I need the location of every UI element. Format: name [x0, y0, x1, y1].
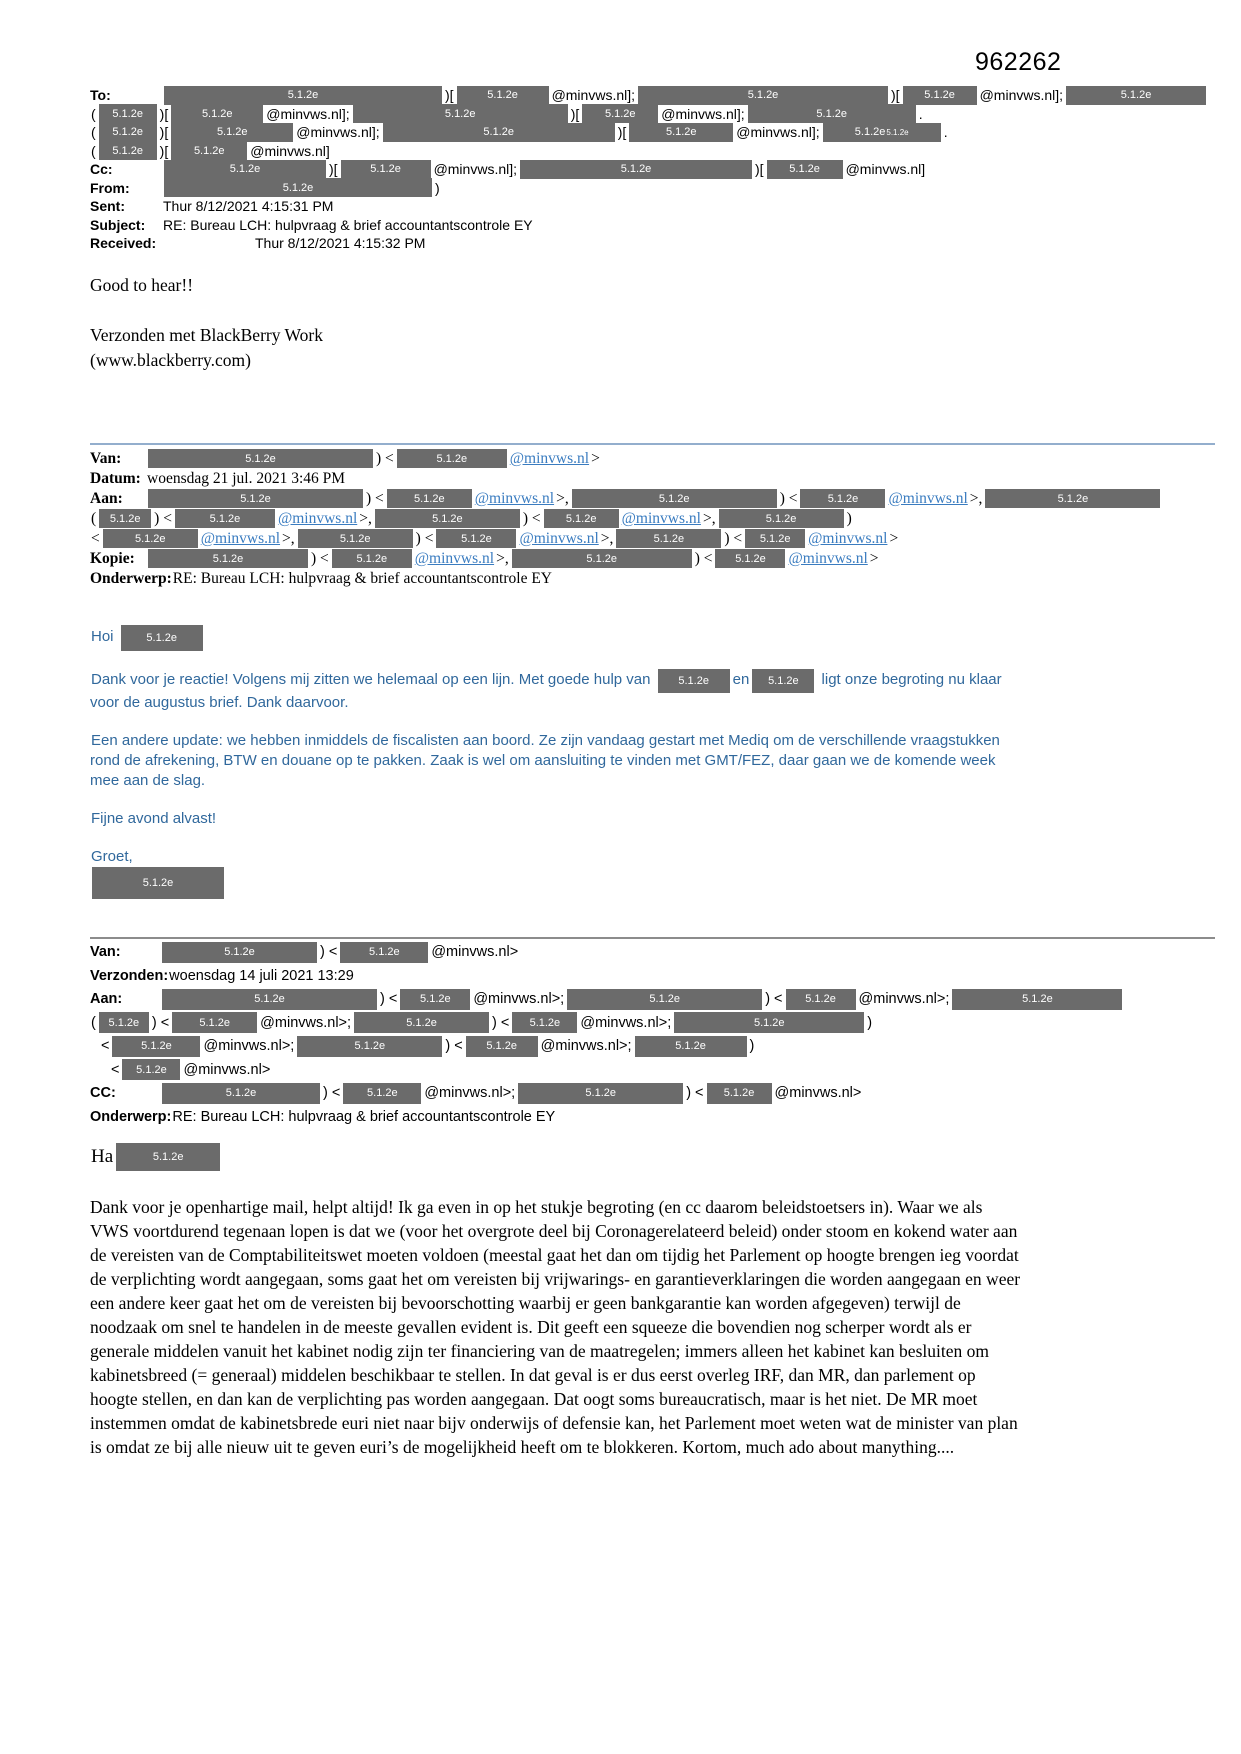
header-row — [90, 509, 1221, 529]
header-field-label: Cc: — [90, 161, 113, 178]
redaction-box: 5.1.2e — [903, 86, 977, 105]
header-row — [90, 86, 1221, 105]
redaction-box: 5.1.2e — [99, 509, 151, 528]
redaction-box: 5.1.2e — [582, 104, 658, 123]
header-row — [90, 1082, 1221, 1106]
email-domain-link: @minvws.nl — [808, 529, 888, 547]
signature-redaction — [90, 867, 1025, 899]
header-field-value — [90, 141, 331, 160]
header-row — [90, 941, 1221, 965]
email3-header — [90, 941, 1221, 1129]
header-text: ) < — [151, 1014, 170, 1031]
header-row — [90, 569, 1221, 589]
email-domain-link: @minvws.nl — [414, 549, 495, 567]
header-text: ) < — [415, 529, 434, 547]
redaction-box: 5.1.2e — [116, 1143, 220, 1171]
header-text: ) < — [376, 449, 394, 467]
redaction-box: 5.1.2e — [99, 104, 157, 123]
header-text: >, — [702, 509, 716, 527]
redaction-box: 5.1.2e — [171, 123, 293, 142]
header-text: @minvws.nl>; — [473, 991, 565, 1008]
header-row — [90, 1011, 1221, 1035]
header-field-label: Subject: — [90, 216, 146, 233]
header-text: ) < — [323, 1085, 341, 1102]
header-field-value — [162, 160, 926, 179]
header-row — [90, 988, 1221, 1012]
redaction-box: 5.1.2e — [1066, 86, 1206, 105]
header-text: > — [591, 449, 600, 467]
header-text: >, — [496, 549, 509, 567]
header-text: )[ — [755, 161, 764, 178]
header-text: . — [918, 105, 923, 122]
header-field-value — [160, 989, 1124, 1010]
email2-body — [90, 625, 1025, 899]
header-text: RE: Bureau LCH: hulpvraag & brief accountantscontrole EY — [172, 1108, 556, 1125]
redaction-box: 5.1.2e — [103, 529, 198, 548]
redaction-box: 5.1.2e — [572, 489, 777, 508]
header-row — [90, 449, 1221, 469]
redaction-box: 5.1.2e — [387, 489, 472, 508]
greeting-line — [90, 1143, 1025, 1171]
header-text: ( — [91, 105, 96, 122]
header-text: @minvws.nl>; — [540, 1038, 632, 1055]
header-field-value — [146, 449, 601, 468]
body-line-blank — [90, 298, 1025, 323]
header-text: RE: Bureau LCH: hulpvraag & brief accountantscontrole EY — [163, 216, 533, 233]
header-field-label: Verzonden: — [90, 967, 169, 984]
header-text: )[ — [570, 105, 580, 122]
redaction-box: 5.1.2e — [343, 1083, 421, 1104]
header-row — [90, 216, 1221, 235]
greeting-line — [90, 625, 1025, 651]
header-field-value — [162, 235, 426, 251]
header-text: en — [732, 671, 750, 689]
redaction-box: 5.1.2e — [985, 489, 1160, 508]
redaction-box: 5.1.2e — [512, 549, 692, 568]
redaction-box: 5.1.2e — [341, 160, 431, 179]
header-field-value — [90, 104, 924, 123]
header-field-label: Datum: — [90, 469, 141, 487]
header-text: ) — [435, 179, 440, 196]
header-field-label: Sent: — [90, 198, 125, 215]
header-text: )[ — [159, 105, 169, 122]
header-text: >, — [282, 529, 295, 547]
redaction-box: 5.1.2e — [332, 549, 412, 568]
header-field-value — [90, 509, 853, 528]
header-text: ligt onze begroting nu klaar voor de augustus brief. Dank daarvoor. — [90, 671, 1002, 711]
header-field-value — [168, 968, 355, 984]
header-text: @minvws.nl>; — [203, 1038, 295, 1055]
header-field-value — [172, 570, 553, 588]
header-row — [90, 197, 1221, 216]
email-domain-link: @minvws.nl — [200, 529, 281, 547]
redaction-box: 5.1.2e — [466, 1036, 538, 1057]
body-paragraph — [90, 809, 1025, 829]
email-domain-link: @minvws.nl — [621, 509, 701, 527]
header-text: @minvws.nl>; — [858, 991, 950, 1008]
header-field-label: Kopie: — [90, 549, 135, 567]
redaction-box: 5.1.2e — [512, 1012, 577, 1033]
header-text: ) < — [686, 1085, 704, 1102]
header-row — [90, 234, 1221, 253]
header-text: RE: Bureau LCH: hulpvraag & brief accountantscontrole EY — [172, 569, 553, 587]
header-field-value — [160, 1083, 862, 1104]
redaction-box: 5.1.2e — [175, 509, 275, 528]
header-field-value — [160, 942, 519, 963]
header-text: ) — [867, 1014, 873, 1031]
header-row — [90, 105, 1221, 124]
header-text: ) — [846, 509, 852, 527]
redaction-box: 5.1.2e — [616, 529, 721, 548]
redaction-box: 5.1.2e 5.1.2e — [823, 123, 941, 142]
redaction-box: 5.1.2e — [436, 529, 516, 548]
header-row — [90, 529, 1221, 549]
header-text: Een andere update: we hebben inmiddels de fiscalisten aan boord. Ze zijn vandaag gestart met Mediq om de verschillende vraagstukken rond de afrekening, BTW en douane op te pakken. Zaak is wel om aansluiting te vinden met GMT/FEZ, daar gaan we de komende week mee aan de slag. — [90, 731, 1000, 789]
email-domain-link: @minvws.nl — [474, 489, 555, 507]
doc-number: 962262 — [975, 48, 1062, 76]
redaction-box: 5.1.2e — [148, 489, 363, 508]
header-field-value — [162, 86, 1208, 105]
email-domain-link: @minvws.nl — [519, 529, 599, 547]
redaction-box: 5.1.2e — [148, 549, 308, 568]
redaction-box: 5.1.2e — [629, 123, 733, 142]
redaction-box: 5.1.2e — [121, 625, 203, 651]
header-text: ( — [91, 1014, 96, 1031]
header-field-label: Aan: — [90, 991, 123, 1008]
header-text: < — [101, 1038, 110, 1055]
header-row — [90, 489, 1221, 509]
redaction-box: 5.1.2e — [658, 669, 730, 693]
header-text: @minvws.nl]; — [266, 105, 350, 122]
redaction-box: 5.1.2e — [340, 942, 428, 963]
header-text: @minvws.nl]; — [433, 161, 518, 178]
header-field-value — [146, 549, 880, 568]
header-field-label: Onderwerp: — [90, 1108, 172, 1125]
redaction-box: 5.1.2e — [520, 160, 752, 179]
header-text: @minvws.nl]; — [661, 105, 745, 122]
header-field-label: CC: — [90, 1085, 116, 1102]
header-text: )[ — [159, 124, 169, 141]
header-text: )[ — [445, 87, 454, 104]
header-text: )[ — [159, 142, 169, 159]
email1-header — [90, 86, 1221, 253]
header-text: Thur 8/12/2021 4:15:31 PM — [163, 198, 334, 215]
header-field-label: Van: — [90, 944, 121, 961]
header-field-value — [162, 178, 441, 197]
header-text: ) < — [366, 489, 384, 507]
redaction-box: 5.1.2e — [354, 1012, 489, 1033]
redaction-box: 5.1.2e — [353, 104, 568, 123]
header-field-value — [146, 470, 346, 488]
body-paragraph: Dank voor je openhartige mail, helpt altijd! Ik ga even in op het stukje begroting (en cc daarom beleidstoetsers in). Waar we als VWS voortdurend tegenaan lopen is dat we (voor het overgrote deel bij Coronagerelateerd beleid) onder stoom en kokend water aan de vereisten van de Comptabiliteitswet moeten voldoen (meestal gaat het dan om tijdig het Parlement op hoogte brengen ieg voordat de verplichting wordt aangegaan, soms gaat het om vereisten bij vrijwarings- en garantieverklaringen die worden aangegaan en weer een andere keer gaat het om de vereisten bij bevoorschotting waarbij er geen bankgarantie kan worden afgegeven) terwijl de noodzaak om snel te handelen in de meeste gevallen evident is. Dit geeft een squeeze die bovendien nog scherper wordt als er generale middelen vanuit het kabinet nodig zijn ter financiering van de maatregelen; immers alleen het kabinet kan besluiten om kabinetsbreed (= generaal) middelen beschikbaar te stellen. In dat geval is er dus eerst overleg IRF, dan MR, dan parlement op hoogte stellen, en dan kan de verplichting pas worden aangegaan. Dat oogt soms bureaucratisch, maar is het niet. De MR moet instemmen omdat de kabinetsbrede euri niet naar bijv onderwijs of defensie kan, het Parlement moet weten wat de minister van plan is omdat ze bij alle nieuw uit te geven euri’s de mogelijkheid heeft om te blokkeren. Kortom, much ado about manything.... — [90, 1196, 1021, 1457]
header-field-value — [162, 198, 334, 214]
header-text: @minvws.nl> — [431, 944, 519, 961]
header-text: ) < — [765, 991, 783, 1008]
redaction-box: 5.1.2e — [635, 1036, 747, 1057]
header-text: Hoi — [91, 628, 118, 646]
redaction-box: 5.1.2e — [171, 104, 263, 123]
header-text: ) < — [522, 509, 541, 527]
header-text: ) < — [311, 549, 329, 567]
header-text: >, — [600, 529, 614, 547]
redaction-box: 5.1.2e — [148, 449, 373, 468]
header-text: ) < — [779, 489, 798, 507]
redaction-box: 5.1.2e — [544, 509, 619, 528]
header-text: < — [91, 529, 100, 547]
redaction-box: 5.1.2e — [674, 1012, 864, 1033]
header-field-label: Received: — [90, 235, 157, 252]
header-text: ( — [91, 142, 96, 159]
body-paragraph — [90, 731, 1025, 791]
header-field-label: Van: — [90, 449, 122, 467]
header-field-label: Aan: — [90, 489, 123, 507]
signoff-line — [90, 847, 1025, 867]
redaction-box: 5.1.2e — [383, 123, 615, 142]
header-text: @minvws.nl]; — [551, 87, 636, 104]
header-text: @minvws.nl>; — [424, 1085, 516, 1102]
redaction-box: 5.1.2e — [298, 529, 413, 548]
header-text: ) < — [492, 1014, 510, 1031]
header-text: . — [943, 124, 948, 141]
header-text: @minvws.nl]; — [296, 124, 380, 141]
header-text: > — [889, 529, 899, 547]
header-text: woensdag 21 jul. 2021 3:46 PM — [147, 469, 346, 487]
redaction-box: 5.1.2e — [767, 160, 843, 179]
redaction-box: 5.1.2e — [400, 989, 470, 1010]
header-field-value — [162, 217, 534, 233]
redaction-box: 5.1.2e — [457, 86, 549, 105]
header-field-value — [90, 123, 949, 142]
section-divider — [90, 937, 1215, 939]
header-field-value — [90, 529, 899, 548]
redaction-box: 5.1.2e — [99, 1012, 149, 1033]
header-row — [90, 142, 1221, 161]
header-text: @minvws.nl>; — [260, 1014, 352, 1031]
redaction-box: 5.1.2e — [92, 867, 224, 899]
header-text: ( — [91, 124, 96, 141]
redaction-box: 5.1.2e — [122, 1059, 180, 1080]
header-text: Fijne avond alvast! — [91, 809, 217, 827]
header-text: @minvws.nl> — [774, 1085, 862, 1102]
redaction-box: 5.1.2e — [952, 989, 1122, 1010]
header-field-value — [90, 1036, 755, 1057]
email-domain-link: @minvws.nl — [788, 549, 868, 567]
header-text: Ha — [91, 1145, 114, 1167]
redaction-box: 5.1.2e — [112, 1036, 200, 1057]
header-text: ) — [749, 1038, 755, 1055]
header-row — [90, 179, 1221, 198]
header-text: )[ — [617, 124, 627, 141]
header-text: ) < — [154, 509, 172, 527]
redaction-box: 5.1.2e — [748, 104, 916, 123]
header-row — [90, 123, 1221, 142]
header-row — [90, 964, 1221, 988]
redaction-box: 5.1.2e — [164, 86, 442, 105]
redaction-box: 5.1.2e — [162, 942, 317, 963]
email1-body — [90, 273, 1025, 373]
email-domain-link: @minvws.nl — [888, 489, 968, 507]
header-text: @minvws.nl] — [845, 161, 926, 178]
header-text: Thur 8/12/2021 4:15:32 PM — [255, 235, 426, 252]
body-line: Verzonden met BlackBerry Work — [90, 324, 323, 345]
header-row — [90, 469, 1221, 489]
redaction-box: 5.1.2e — [375, 509, 520, 528]
header-text: >, — [969, 489, 983, 507]
header-field-value — [171, 1109, 556, 1125]
header-text: )[ — [891, 87, 900, 104]
email2-header — [90, 449, 1221, 589]
header-text: )[ — [329, 161, 338, 178]
redaction-box: 5.1.2e — [745, 529, 805, 548]
redaction-box: 5.1.2e — [638, 86, 888, 105]
redaction-box: 5.1.2e — [162, 1083, 320, 1104]
redaction-box: 5.1.2e — [715, 549, 785, 568]
redaction-box: 5.1.2e — [99, 123, 157, 142]
email-domain-link: @minvws.nl — [509, 449, 590, 467]
header-text: @minvws.nl>; — [580, 1014, 672, 1031]
header-text: ) < — [320, 944, 338, 961]
header-text: Groet, — [91, 847, 133, 865]
redaction-box: 5.1.2e — [164, 178, 432, 197]
header-row — [90, 1035, 1221, 1059]
redaction-box: 5.1.2e — [297, 1036, 442, 1057]
redaction-box: 5.1.2e — [707, 1083, 772, 1104]
header-field-value — [90, 1012, 873, 1033]
header-field-label: From: — [90, 179, 130, 196]
redaction-box: 5.1.2e — [786, 989, 856, 1010]
redaction-box: 5.1.2e — [99, 141, 157, 160]
email3-body — [90, 1143, 1025, 1459]
redaction-box: 5.1.2e — [567, 989, 762, 1010]
header-row — [90, 1058, 1221, 1082]
redaction-box: 5.1.2e — [752, 669, 814, 693]
header-text: >, — [359, 509, 372, 527]
redaction-box: 5.1.2e — [719, 509, 844, 528]
header-field-value — [146, 489, 1162, 508]
header-text: @minvws.nl] — [250, 142, 330, 159]
header-text: @minvws.nl> — [183, 1061, 271, 1078]
header-row — [90, 1105, 1221, 1129]
redaction-box: 5.1.2e — [171, 141, 247, 160]
redaction-box: 5.1.2e — [172, 1012, 257, 1033]
header-text: @minvws.nl]; — [979, 87, 1064, 104]
header-text: ) < — [380, 991, 398, 1008]
body-line: (www.blackberry.com) — [90, 349, 251, 370]
header-text: Dank voor je reactie! Volgens mij zitten we helemaal op een lijn. Met goede hulp van — [91, 671, 655, 689]
body-line: Good to hear!! — [90, 274, 194, 295]
redaction-box: 5.1.2e — [800, 489, 885, 508]
redaction-box: 5.1.2e — [397, 449, 507, 468]
header-text: woensdag 14 juli 2021 13:29 — [169, 967, 354, 984]
header-row — [90, 549, 1221, 569]
redaction-box: 5.1.2e — [162, 989, 377, 1010]
redaction-box: 5.1.2e — [164, 160, 326, 179]
header-text: ) < — [445, 1038, 463, 1055]
header-text: < — [111, 1061, 120, 1078]
section-divider — [90, 443, 1215, 445]
header-field-value — [90, 1059, 271, 1080]
redaction-box: 5.1.2e — [518, 1083, 683, 1104]
email-domain-link: @minvws.nl — [277, 509, 358, 527]
redaction-sub-label: 5.1.2e — [886, 127, 909, 137]
header-text: ( — [91, 509, 97, 527]
header-text: >, — [556, 489, 569, 507]
header-field-label: To: — [90, 87, 111, 104]
header-text: > — [869, 549, 879, 567]
header-field-label: Onderwerp: — [90, 569, 172, 587]
header-text: ) < — [724, 529, 743, 547]
header-text: ) < — [694, 549, 713, 567]
header-text: @minvws.nl]; — [736, 124, 820, 141]
body-paragraph — [90, 669, 1025, 713]
header-row — [90, 160, 1221, 179]
